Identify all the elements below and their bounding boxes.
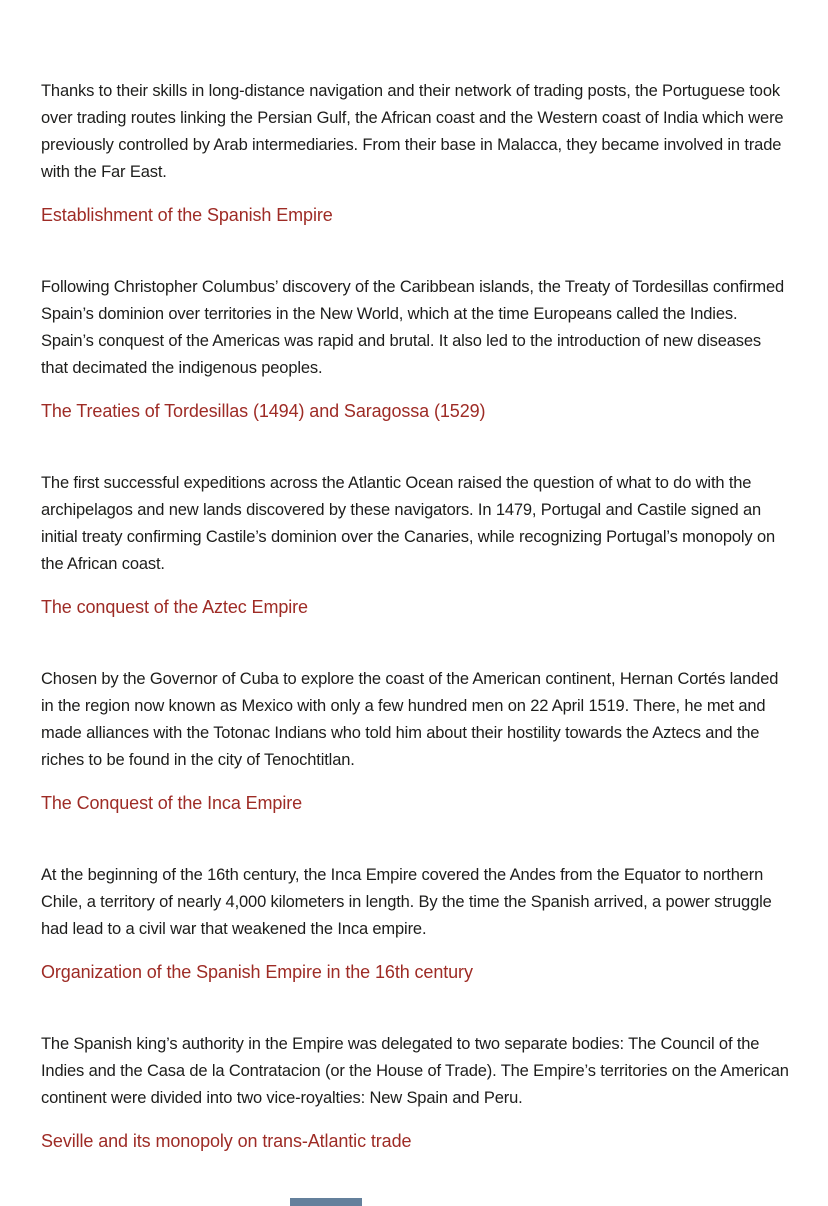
section-heading: The Treaties of Tordesillas (1494) and Saragossa (1529) <box>41 401 486 421</box>
body-paragraph: The first successful expeditions across the Atlantic Ocean raised the question of what to do with the archipelagos and new lands discovered by these navigators. In 1479, Portugal and Castile signed an initial treaty confirming Castile’s dominion over the Canaries, while recognizing Portugal’s monopoly on the African coast. <box>41 474 776 573</box>
body-paragraph: The Spanish king’s authority in the Empire was delegated to two separate bodies: The Council of the Indies and the Casa de la Contratacion (or the House of Trade). The Empire’s territories on the American continent were divided into two vice-royalties: New Spain and Peru. <box>41 1035 789 1107</box>
section-heading: Organization of the Spanish Empire in the 16th century <box>41 962 473 982</box>
article-body <box>41 78 789 1200</box>
section-heading: The conquest of the Aztec Empire <box>41 597 308 617</box>
body-paragraph: Following Christopher Columbus’ discovery of the Caribbean islands, the Treaty of Tordesillas confirmed Spain’s dominion over territories in the New World, which at the time Europeans called the Indies. Spain’s conquest of the Americas was rapid and brutal. It also led to the introduction of new diseases that decimated the indigenous peoples. <box>41 278 784 377</box>
partially-visible-element <box>290 1198 362 1206</box>
section-heading: The Conquest of the Inca Empire <box>41 793 303 813</box>
section-heading: Establishment of the Spanish Empire <box>41 205 333 225</box>
section-heading: Seville and its monopoly on trans-Atlantic trade <box>41 1131 412 1151</box>
body-paragraph: Chosen by the Governor of Cuba to explore the coast of the American continent, Hernan Cortés landed in the region now known as Mexico with only a few hundred men on 22 April 1519. There, he met and made alliances with the Totonac Indians who told him about their hostility towards the Aztecs and the riches to be found in the city of Tenochtitlan. <box>41 670 779 769</box>
body-paragraph: At the beginning of the 16th century, the Inca Empire covered the Andes from the Equator to northern Chile, a territory of nearly 4,000 kilometers in length. By the time the Spanish arrived, a power struggle had lead to a civil war that weakened the Inca empire. <box>41 866 772 938</box>
body-paragraph: Thanks to their skills in long-distance navigation and their network of trading posts, the Portuguese took over trading routes linking the Persian Gulf, the African coast and the Western coast of India which were previously controlled by Arab intermediaries. From their base in Malacca, they became involved in trade with the Far East. <box>41 82 784 181</box>
